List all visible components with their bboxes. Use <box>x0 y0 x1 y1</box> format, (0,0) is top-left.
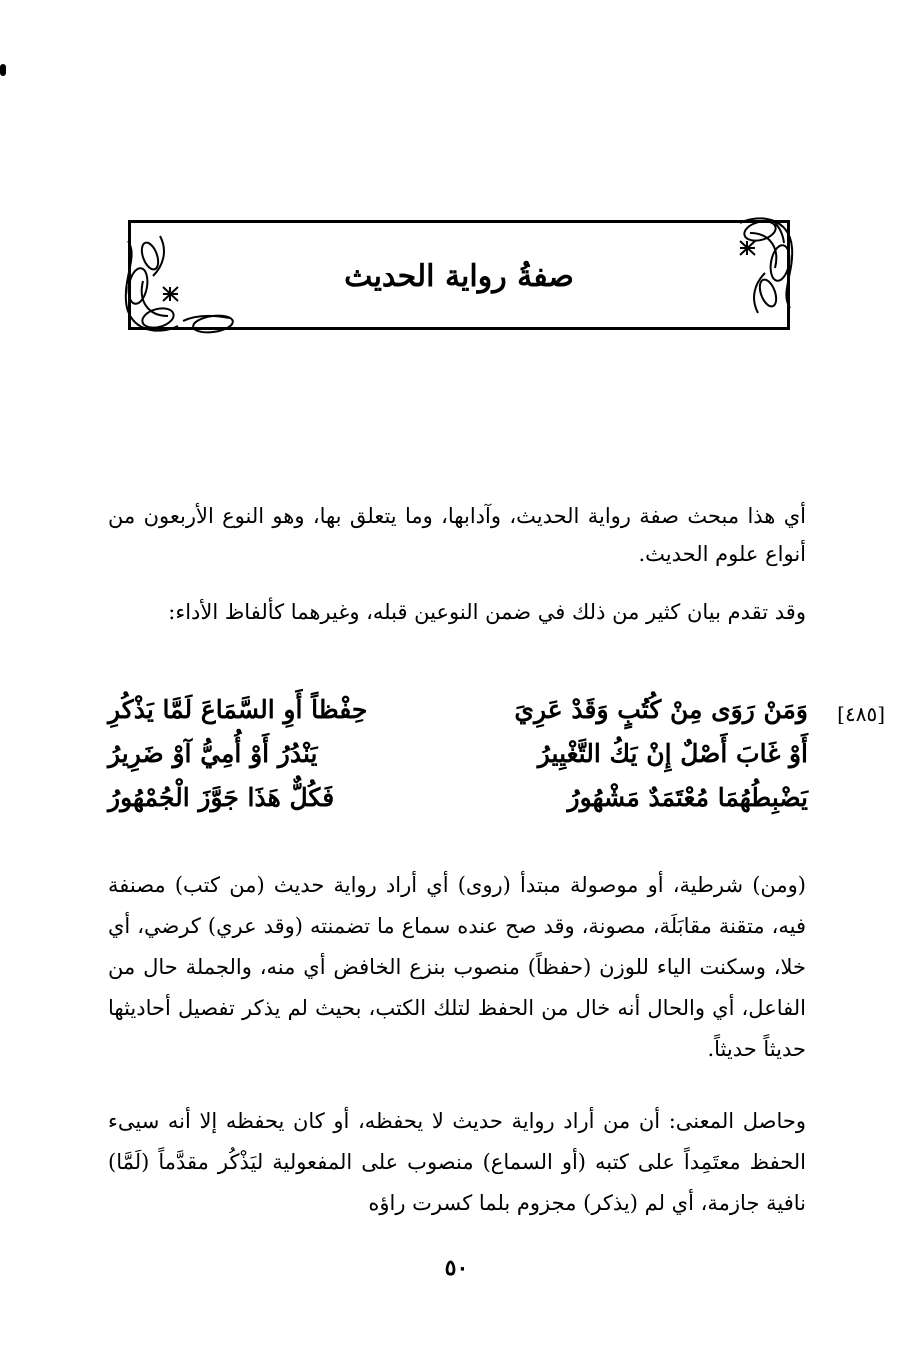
floral-ornament-icon <box>118 226 238 336</box>
verse-line <box>108 776 808 820</box>
verse-second-hemistich: يَنْدُرُ أَوْ أُمِيُّ آوْ ضَرِيرُ <box>108 739 318 768</box>
verse-number: [٤٨٥] <box>837 702 885 726</box>
title-frame <box>118 213 800 336</box>
commentary-paragraph: (ومن) شرطية، أو موصولة مبتدأ (روى) أي أراد رواية حديث (من كتب) مصنفة فيه، متقنة مقابَلَة، مصونة، وقد صح عنده سماع ما تضمنته (وقد عري) كرضي، أي خلا، وسكنت الياء للوزن (حفظاً) منصوب بنزع الخافض أي منه، والجملة حال من الفاعل، أي والحال أنه خال من الحفظ لتلك الكتب، بحيث لم يذكر تفصيل أحاديثها حديثاً حديثاً. <box>108 873 806 1061</box>
verse-first-hemistich: أَوْ غَابَ أَصْلٌ إِنْ يَكُ التَّغْيِيرُ <box>537 739 808 768</box>
floral-ornament-icon <box>680 213 800 323</box>
verse-second-hemistich: حِفْظاً أَوِ السَّمَاعَ لَمَّا يَذْكُرِ <box>108 695 368 724</box>
verse-first-hemistich: وَمَنْ رَوَى مِنْ كُتُبٍ وَقَدْ عَرِيَ <box>514 695 808 724</box>
verse-line <box>108 732 808 776</box>
second-paragraph: وقد تقدم بيان كثير من ذلك في ضمن النوعين قبله، وغيرهما كألفاظ الأداء: <box>168 600 806 624</box>
verse-line <box>108 688 808 732</box>
verse-second-hemistich: فَكُلٌّ هَذَا جَوَّزَ الْجُمْهُورُ <box>108 783 335 812</box>
scan-edge-mark <box>0 64 6 76</box>
verse-block <box>108 688 808 820</box>
meaning-paragraph: وحاصل المعنى: أن من أراد رواية حديث لا يحفظه، أو كان يحفظه إلا أنه سيىء الحفظ معتَمِداً على كتبه (أو السماع) منصوب على المفعولية ليَذْكُر مقدَّماً (لَمَّا) نافية جازمة، أي لم (يذكر) مجزوم بلما كسرت راؤه <box>108 1109 806 1215</box>
intro-paragraph: أي هذا مبحث صفة رواية الحديث، وآدابها، وما يتعلق بها، وهو النوع الأربعون من أنواع علوم الحديث. <box>108 504 806 566</box>
page-number: ٥٠ <box>444 1255 469 1281</box>
verse-first-hemistich: يَضْبِطُهُمَا مُعْتَمَدٌ مَشْهُورُ <box>567 783 808 812</box>
chapter-title: صفةُ رواية الحديث <box>344 259 574 294</box>
